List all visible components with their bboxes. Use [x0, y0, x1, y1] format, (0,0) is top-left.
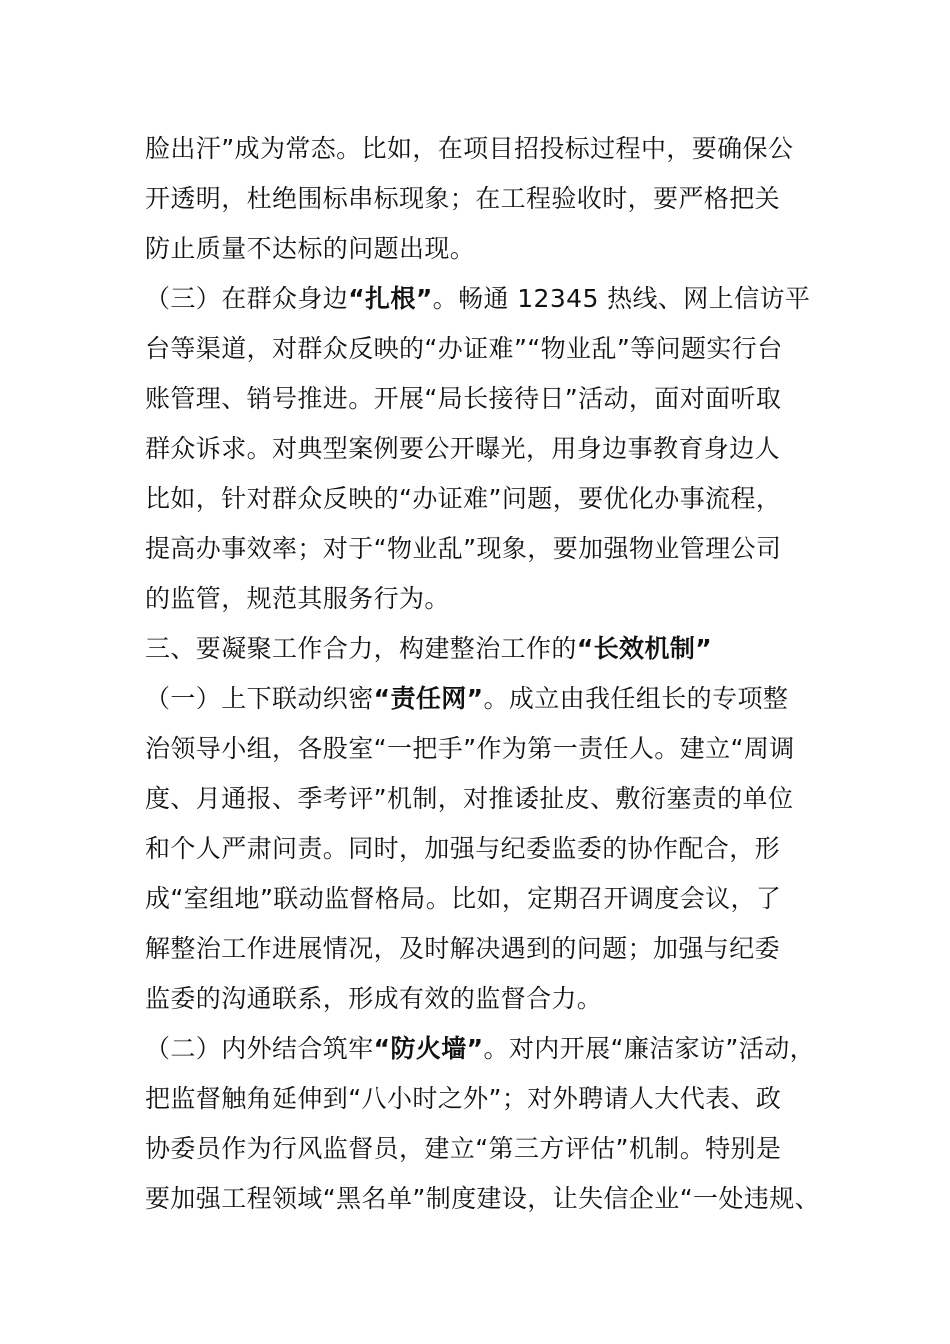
text-segment: 和个人严肃问责。同时，加强与纪委监委的协作配合，形	[145, 834, 781, 863]
text-segment: 比如，针对群众反映的“办证难”问题，要优化办事流程，	[145, 484, 782, 513]
text-segment: 。畅通 12345 热线、网上信访平	[432, 284, 811, 313]
bold-heading-term: “责任网”	[373, 684, 484, 713]
text-segment: 账管理、销号推进。开展“局长接待日”活动，面对面听取	[145, 384, 782, 413]
text-line	[145, 483, 781, 515]
text-line	[145, 133, 793, 165]
text-line	[145, 383, 781, 415]
text-line	[145, 433, 780, 465]
text-line	[145, 733, 795, 765]
text-segment: 治领导小组，各股室“一把手”作为第一责任人。建立“周调	[145, 734, 795, 763]
text-line	[145, 833, 780, 865]
bold-heading-term: “扎根”	[348, 284, 433, 313]
bold-heading-term: “防火墙”	[373, 1034, 484, 1063]
text-line	[145, 1133, 781, 1165]
text-line	[145, 1183, 820, 1215]
text-segment: 把监督触角延伸到“八小时之外”；对外聘请人大代表、政	[145, 1084, 782, 1113]
text-line	[145, 233, 475, 265]
text-segment: 。对内开展“廉洁家访”活动，	[483, 1034, 815, 1063]
text-line	[145, 983, 602, 1015]
text-line	[145, 533, 781, 565]
text-segment: 提高办事效率；对于“物业乱”现象，要加强物业管理公司	[145, 534, 782, 563]
text-line	[145, 883, 781, 915]
text-segment: 脸出汗”成为常态。比如，在项目招投标过程中，要确保公	[145, 134, 794, 163]
text-line	[145, 283, 810, 315]
text-segment: 防止质量不达标的问题出现。	[145, 234, 476, 263]
text-segment: 。成立由我任组长的专项整	[483, 684, 789, 713]
text-segment: 开透明，杜绝围标串标现象；在工程验收时，要严格把关	[145, 184, 781, 213]
text-segment: 三、要凝聚工作合力，构建整治工作的	[145, 634, 577, 663]
text-segment: 监委的沟通联系，形成有效的监督合力。	[145, 984, 603, 1013]
text-segment: 解整治工作进展情况，及时解决遇到的问题；加强与纪委	[145, 934, 781, 963]
text-segment: 群众诉求。对典型案例要公开曝光，用身边事教育身边人	[145, 434, 781, 463]
text-segment: （二）内外结合筑牢	[145, 1034, 374, 1063]
text-line	[145, 583, 450, 615]
text-line	[145, 933, 780, 965]
text-line	[145, 183, 780, 215]
text-segment: （三）在群众身边	[145, 284, 349, 313]
bold-heading-term: “长效机制”	[576, 634, 713, 663]
text-line	[145, 1083, 781, 1115]
text-line	[145, 783, 793, 815]
section-heading	[145, 633, 712, 665]
text-line	[145, 1033, 815, 1065]
text-segment: 度、月通报、季考评”机制，对推诿扯皮、敷衍塞责的单位	[145, 784, 794, 813]
text-segment: 协委员作为行风监督员，建立“第三方评估”机制。特别是	[145, 1134, 782, 1163]
text-segment: 台等渠道，对群众反映的“办证难”“物业乱”等问题实行台	[145, 334, 783, 363]
text-line	[145, 683, 788, 715]
text-segment: 要加强工程领域“黑名单”制度建设，让失信企业“一处违规、	[145, 1184, 821, 1213]
text-segment: （一）上下联动织密	[145, 684, 374, 713]
text-line	[145, 333, 783, 365]
text-segment: 的监管，规范其服务行为。	[145, 584, 450, 613]
text-segment: 成“室组地”联动监督格局。比如，定期召开调度会议，了	[145, 884, 782, 913]
